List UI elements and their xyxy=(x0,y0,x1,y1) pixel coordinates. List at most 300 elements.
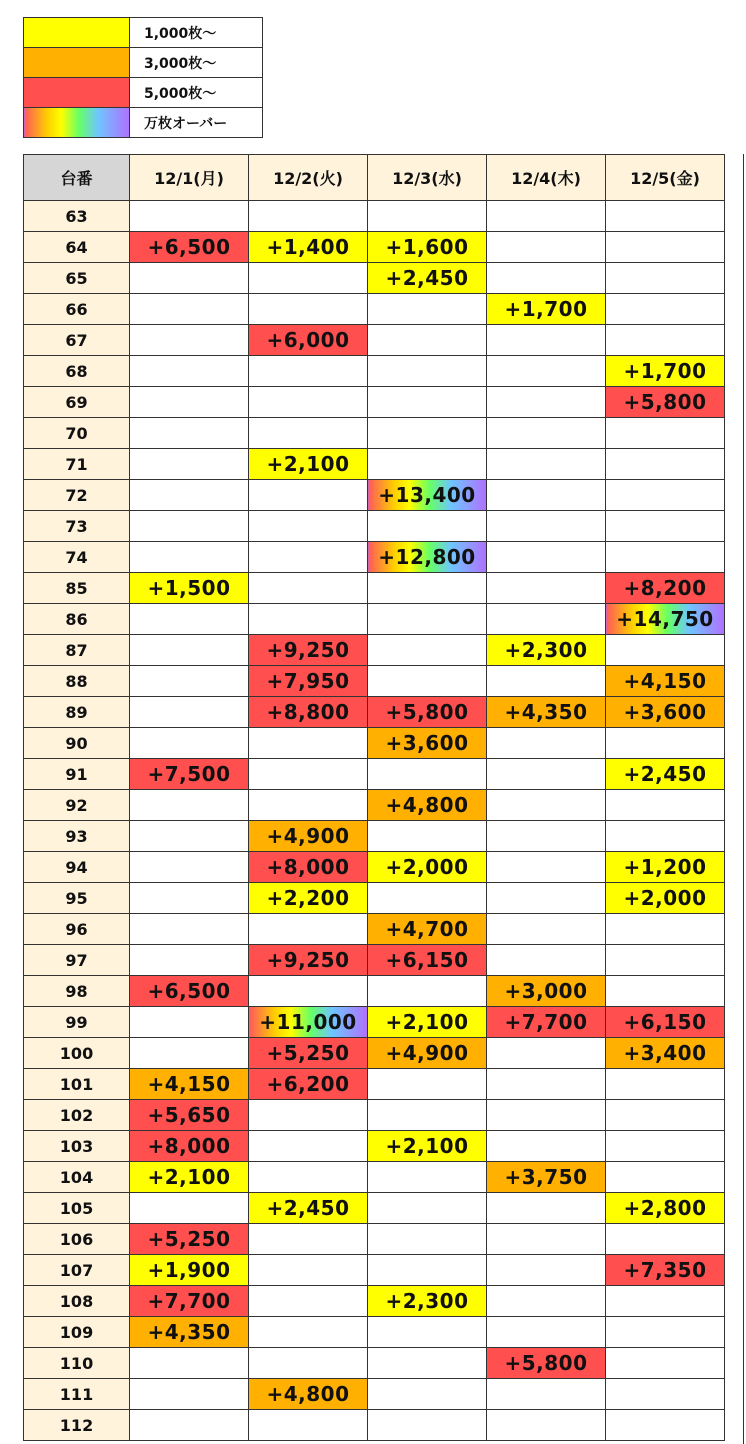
machine-number-cell: 67 xyxy=(24,325,130,356)
table-row xyxy=(24,201,725,232)
column-header-date: 12/5(金) xyxy=(606,155,725,201)
payout-cell xyxy=(487,883,606,914)
payout-cell xyxy=(130,883,249,914)
payout-cell xyxy=(249,1162,368,1193)
legend-row xyxy=(24,18,263,48)
table-row xyxy=(24,635,725,666)
payout-cell: +2,450 xyxy=(606,759,725,790)
payout-cell: +6,500 xyxy=(130,976,249,1007)
payout-cell xyxy=(130,356,249,387)
machine-number-cell: 90 xyxy=(24,728,130,759)
payout-cell xyxy=(368,1348,487,1379)
payout-cell xyxy=(249,1348,368,1379)
payout-cell xyxy=(606,790,725,821)
payout-cell xyxy=(606,325,725,356)
payout-cell: +8,200 xyxy=(606,573,725,604)
legend-row xyxy=(24,108,263,138)
machine-number-cell: 87 xyxy=(24,635,130,666)
legend-swatch xyxy=(24,48,130,78)
payout-cell: +3,400 xyxy=(606,1038,725,1069)
payout-cell xyxy=(606,914,725,945)
payout-cell xyxy=(368,1410,487,1441)
payout-cell: +4,150 xyxy=(130,1069,249,1100)
payout-cell: +2,200 xyxy=(249,883,368,914)
legend-label: 3,000枚～ xyxy=(130,48,263,78)
table-row xyxy=(24,1038,725,1069)
payout-cell xyxy=(606,635,725,666)
payout-cell: +9,250 xyxy=(249,945,368,976)
payout-cell xyxy=(249,511,368,542)
payout-cell xyxy=(249,263,368,294)
table-row xyxy=(24,883,725,914)
machine-number-cell: 105 xyxy=(24,1193,130,1224)
machine-number-cell: 100 xyxy=(24,1038,130,1069)
payout-cell xyxy=(606,480,725,511)
table-row xyxy=(24,945,725,976)
legend-table xyxy=(23,17,263,138)
payout-cell xyxy=(130,1038,249,1069)
payout-cell xyxy=(487,1286,606,1317)
payout-cell xyxy=(606,1162,725,1193)
table-row xyxy=(24,1317,725,1348)
payout-cell xyxy=(249,356,368,387)
payout-cell xyxy=(368,635,487,666)
payout-cell xyxy=(606,511,725,542)
legend-row xyxy=(24,78,263,108)
payout-cell xyxy=(130,1007,249,1038)
payout-cell: +5,650 xyxy=(130,1100,249,1131)
payout-cell: +7,950 xyxy=(249,666,368,697)
payout-cell xyxy=(368,1379,487,1410)
payout-cell: +7,700 xyxy=(487,1007,606,1038)
payout-cell: +3,000 xyxy=(487,976,606,1007)
payout-cell xyxy=(487,759,606,790)
payout-cell: +3,600 xyxy=(606,697,725,728)
payout-cell: +4,350 xyxy=(130,1317,249,1348)
column-header-date: 12/3(水) xyxy=(368,155,487,201)
machine-number-cell: 66 xyxy=(24,294,130,325)
payout-cell xyxy=(249,418,368,449)
table-row xyxy=(24,821,725,852)
table-row xyxy=(24,728,725,759)
payout-cell xyxy=(487,1224,606,1255)
machine-number-cell: 98 xyxy=(24,976,130,1007)
payout-cell: +5,250 xyxy=(130,1224,249,1255)
payout-cell: +1,200 xyxy=(606,852,725,883)
column-header-date: 12/4(木) xyxy=(487,155,606,201)
payout-cell xyxy=(606,294,725,325)
payout-cell xyxy=(606,201,725,232)
payout-cell: +2,100 xyxy=(368,1131,487,1162)
table-row xyxy=(24,976,725,1007)
payout-cell xyxy=(487,263,606,294)
payout-cell xyxy=(606,1286,725,1317)
payout-cell xyxy=(606,1100,725,1131)
payout-cell: +13,400 xyxy=(368,480,487,511)
legend-label: 1,000枚～ xyxy=(130,18,263,48)
payout-cell xyxy=(487,1379,606,1410)
payout-cell xyxy=(487,852,606,883)
payout-cell xyxy=(130,294,249,325)
table-row xyxy=(24,263,725,294)
column-header-date: 12/2(火) xyxy=(249,155,368,201)
table-row xyxy=(24,1410,725,1441)
payout-cell xyxy=(368,1317,487,1348)
payout-cell xyxy=(487,325,606,356)
machine-number-cell: 88 xyxy=(24,666,130,697)
payout-cell: +5,250 xyxy=(249,1038,368,1069)
payout-cell xyxy=(130,821,249,852)
payout-cell xyxy=(487,511,606,542)
payout-cell xyxy=(368,759,487,790)
payout-cell xyxy=(606,1069,725,1100)
payout-cell xyxy=(368,883,487,914)
column-header-date: 12/1(月) xyxy=(130,155,249,201)
table-row xyxy=(24,759,725,790)
payout-cell xyxy=(249,728,368,759)
payout-cell xyxy=(130,1379,249,1410)
payout-cell xyxy=(368,1255,487,1286)
payout-cell xyxy=(487,821,606,852)
machine-number-cell: 106 xyxy=(24,1224,130,1255)
payout-cell xyxy=(249,542,368,573)
machine-number-cell: 73 xyxy=(24,511,130,542)
payout-cell xyxy=(130,418,249,449)
payout-cell xyxy=(606,1348,725,1379)
payout-cell: +2,100 xyxy=(368,1007,487,1038)
payout-cell xyxy=(249,790,368,821)
machine-number-cell: 110 xyxy=(24,1348,130,1379)
payout-cell xyxy=(368,356,487,387)
payout-cell: +12,800 xyxy=(368,542,487,573)
table-row xyxy=(24,1162,725,1193)
payout-cell xyxy=(249,387,368,418)
table-row xyxy=(24,790,725,821)
payout-cell xyxy=(130,263,249,294)
payout-cell: +2,800 xyxy=(606,1193,725,1224)
machine-number-cell: 70 xyxy=(24,418,130,449)
payout-cell xyxy=(249,573,368,604)
payout-cell: +4,350 xyxy=(487,697,606,728)
payout-cell: +3,750 xyxy=(487,1162,606,1193)
table-row xyxy=(24,356,725,387)
machine-number-cell: 91 xyxy=(24,759,130,790)
machine-number-cell: 111 xyxy=(24,1379,130,1410)
table-row xyxy=(24,1379,725,1410)
payout-cell xyxy=(368,1100,487,1131)
payout-cell: +6,150 xyxy=(368,945,487,976)
machine-number-cell: 63 xyxy=(24,201,130,232)
payout-cell xyxy=(606,1410,725,1441)
payout-cell: +1,900 xyxy=(130,1255,249,1286)
payout-cell: +2,300 xyxy=(368,1286,487,1317)
payout-cell xyxy=(130,201,249,232)
payout-cell xyxy=(130,728,249,759)
payout-cell xyxy=(487,201,606,232)
payout-cell xyxy=(487,387,606,418)
table-row xyxy=(24,1100,725,1131)
payout-cell xyxy=(487,542,606,573)
table-row xyxy=(24,1131,725,1162)
header-row xyxy=(24,155,725,201)
payout-cell xyxy=(368,666,487,697)
payout-cell xyxy=(606,1224,725,1255)
payout-cell: +4,800 xyxy=(368,790,487,821)
table-row xyxy=(24,1255,725,1286)
payout-cell: +5,800 xyxy=(606,387,725,418)
payout-cell: +2,100 xyxy=(130,1162,249,1193)
payout-cell xyxy=(249,1255,368,1286)
payout-cell: +4,800 xyxy=(249,1379,368,1410)
table-row xyxy=(24,542,725,573)
payout-cell xyxy=(368,1224,487,1255)
payout-cell: +6,000 xyxy=(249,325,368,356)
table-row xyxy=(24,697,725,728)
payout-cell: +3,600 xyxy=(368,728,487,759)
machine-number-cell: 69 xyxy=(24,387,130,418)
payout-cell xyxy=(487,666,606,697)
payout-cell xyxy=(606,418,725,449)
payout-cell: +6,200 xyxy=(249,1069,368,1100)
payout-cell xyxy=(130,604,249,635)
payout-cell: +2,300 xyxy=(487,635,606,666)
payout-cell: +8,000 xyxy=(130,1131,249,1162)
payout-cell xyxy=(606,821,725,852)
payout-cell: +7,500 xyxy=(130,759,249,790)
payout-cell xyxy=(487,728,606,759)
payout-cell xyxy=(487,480,606,511)
payout-cell xyxy=(368,201,487,232)
payout-cell: +4,150 xyxy=(606,666,725,697)
machine-number-cell: 108 xyxy=(24,1286,130,1317)
table-row xyxy=(24,1286,725,1317)
payout-cell: +2,450 xyxy=(368,263,487,294)
payout-cell xyxy=(249,1224,368,1255)
payout-cell xyxy=(606,232,725,263)
table-row xyxy=(24,294,725,325)
payout-cell xyxy=(487,1100,606,1131)
table-row xyxy=(24,914,725,945)
machine-number-cell: 86 xyxy=(24,604,130,635)
payout-cell: +2,000 xyxy=(368,852,487,883)
payout-cell xyxy=(249,914,368,945)
payout-cell: +1,700 xyxy=(487,294,606,325)
payout-cell xyxy=(249,1100,368,1131)
machine-number-cell: 112 xyxy=(24,1410,130,1441)
legend-swatch xyxy=(24,78,130,108)
payout-cell xyxy=(487,573,606,604)
payout-cell: +6,150 xyxy=(606,1007,725,1038)
payout-cell xyxy=(368,1193,487,1224)
payout-cell: +2,100 xyxy=(249,449,368,480)
payout-cell xyxy=(130,1348,249,1379)
table-row xyxy=(24,666,725,697)
payout-cell xyxy=(130,449,249,480)
payout-cell xyxy=(368,604,487,635)
payout-cell xyxy=(368,573,487,604)
payout-cell: +2,000 xyxy=(606,883,725,914)
payout-cell xyxy=(368,976,487,1007)
payout-cell xyxy=(368,325,487,356)
payout-cell xyxy=(487,1038,606,1069)
payout-cell xyxy=(487,418,606,449)
column-header-machine-number: 台番 xyxy=(24,155,130,201)
payout-cell: +7,700 xyxy=(130,1286,249,1317)
table-row xyxy=(24,1224,725,1255)
payout-cell xyxy=(249,201,368,232)
machine-number-cell: 94 xyxy=(24,852,130,883)
machine-number-cell: 104 xyxy=(24,1162,130,1193)
payout-cell xyxy=(130,480,249,511)
payout-cell xyxy=(368,387,487,418)
payout-cell xyxy=(130,1193,249,1224)
payout-cell xyxy=(368,418,487,449)
payout-cell xyxy=(130,542,249,573)
table-row xyxy=(24,1193,725,1224)
legend-swatch xyxy=(24,108,130,138)
payout-cell xyxy=(130,697,249,728)
payout-cell: +14,750 xyxy=(606,604,725,635)
payout-cell xyxy=(130,1410,249,1441)
payout-cell: +4,900 xyxy=(368,1038,487,1069)
payout-cell: +5,800 xyxy=(368,697,487,728)
payout-cell xyxy=(487,1193,606,1224)
payout-cell xyxy=(606,976,725,1007)
payout-cell xyxy=(130,325,249,356)
payout-cell xyxy=(249,1317,368,1348)
machine-number-cell: 95 xyxy=(24,883,130,914)
table-row xyxy=(24,511,725,542)
payout-cell xyxy=(487,1317,606,1348)
payout-cell xyxy=(249,480,368,511)
payout-cell: +7,350 xyxy=(606,1255,725,1286)
payout-cell: +2,450 xyxy=(249,1193,368,1224)
payout-cell xyxy=(606,1317,725,1348)
payout-cell xyxy=(487,1410,606,1441)
machine-number-cell: 99 xyxy=(24,1007,130,1038)
machine-number-cell: 96 xyxy=(24,914,130,945)
payout-cell xyxy=(606,728,725,759)
payout-cell xyxy=(606,945,725,976)
payout-cell: +8,800 xyxy=(249,697,368,728)
table-row xyxy=(24,852,725,883)
table-row xyxy=(24,387,725,418)
legend-swatch xyxy=(24,18,130,48)
payout-cell xyxy=(249,976,368,1007)
machine-number-cell: 109 xyxy=(24,1317,130,1348)
payout-cell xyxy=(249,294,368,325)
payout-cell xyxy=(487,945,606,976)
payout-cell: +8,000 xyxy=(249,852,368,883)
table-row xyxy=(24,232,725,263)
machine-number-cell: 89 xyxy=(24,697,130,728)
payout-cell xyxy=(249,1286,368,1317)
table-row xyxy=(24,573,725,604)
payout-cell: +9,250 xyxy=(249,635,368,666)
payout-cell xyxy=(487,604,606,635)
table-row xyxy=(24,604,725,635)
payout-cell xyxy=(487,232,606,263)
table-row xyxy=(24,1348,725,1379)
machine-number-cell: 97 xyxy=(24,945,130,976)
payout-cell xyxy=(368,511,487,542)
payout-cell xyxy=(606,1131,725,1162)
machine-number-cell: 85 xyxy=(24,573,130,604)
payout-cell xyxy=(130,511,249,542)
payout-cell xyxy=(606,542,725,573)
machine-number-cell: 71 xyxy=(24,449,130,480)
payout-cell: +1,700 xyxy=(606,356,725,387)
payout-cell xyxy=(130,945,249,976)
payout-cell xyxy=(487,1069,606,1100)
legend-label: 万枚オーバー xyxy=(130,108,263,138)
payout-cell xyxy=(487,356,606,387)
payout-cell: +1,500 xyxy=(130,573,249,604)
table-row xyxy=(24,418,725,449)
machine-number-cell: 68 xyxy=(24,356,130,387)
payout-cell: +4,900 xyxy=(249,821,368,852)
table-row xyxy=(24,449,725,480)
machine-number-cell: 103 xyxy=(24,1131,130,1162)
payout-cell: +5,800 xyxy=(487,1348,606,1379)
payout-cell xyxy=(130,914,249,945)
machine-number-cell: 107 xyxy=(24,1255,130,1286)
payout-cell xyxy=(130,635,249,666)
machine-number-cell: 74 xyxy=(24,542,130,573)
machine-number-cell: 93 xyxy=(24,821,130,852)
machine-number-cell: 101 xyxy=(24,1069,130,1100)
payout-cell xyxy=(130,790,249,821)
payout-cell xyxy=(487,1131,606,1162)
machine-number-cell: 92 xyxy=(24,790,130,821)
table-right-border xyxy=(743,154,744,1444)
payout-cell xyxy=(487,914,606,945)
payout-cell: +1,400 xyxy=(249,232,368,263)
table-row xyxy=(24,325,725,356)
payout-cell: +6,500 xyxy=(130,232,249,263)
machine-number-cell: 102 xyxy=(24,1100,130,1131)
payout-cell xyxy=(249,759,368,790)
legend-row xyxy=(24,48,263,78)
payout-cell xyxy=(130,666,249,697)
payout-cell xyxy=(249,1131,368,1162)
payout-cell xyxy=(368,1069,487,1100)
payout-cell xyxy=(249,1410,368,1441)
table-row xyxy=(24,1069,725,1100)
payout-cell xyxy=(487,449,606,480)
legend-label: 5,000枚～ xyxy=(130,78,263,108)
machine-number-cell: 64 xyxy=(24,232,130,263)
payout-cell xyxy=(249,604,368,635)
machine-number-cell: 65 xyxy=(24,263,130,294)
payout-cell xyxy=(130,387,249,418)
table-row xyxy=(24,1007,725,1038)
payout-cell xyxy=(130,852,249,883)
payout-table xyxy=(23,154,725,1441)
payout-cell: +11,000 xyxy=(249,1007,368,1038)
payout-cell xyxy=(606,263,725,294)
payout-cell xyxy=(368,449,487,480)
payout-cell xyxy=(487,1255,606,1286)
payout-cell xyxy=(487,790,606,821)
payout-cell xyxy=(368,821,487,852)
payout-cell xyxy=(368,1162,487,1193)
payout-cell xyxy=(606,449,725,480)
payout-cell: +1,600 xyxy=(368,232,487,263)
payout-cell xyxy=(606,1379,725,1410)
table-row xyxy=(24,480,725,511)
payout-cell xyxy=(368,294,487,325)
